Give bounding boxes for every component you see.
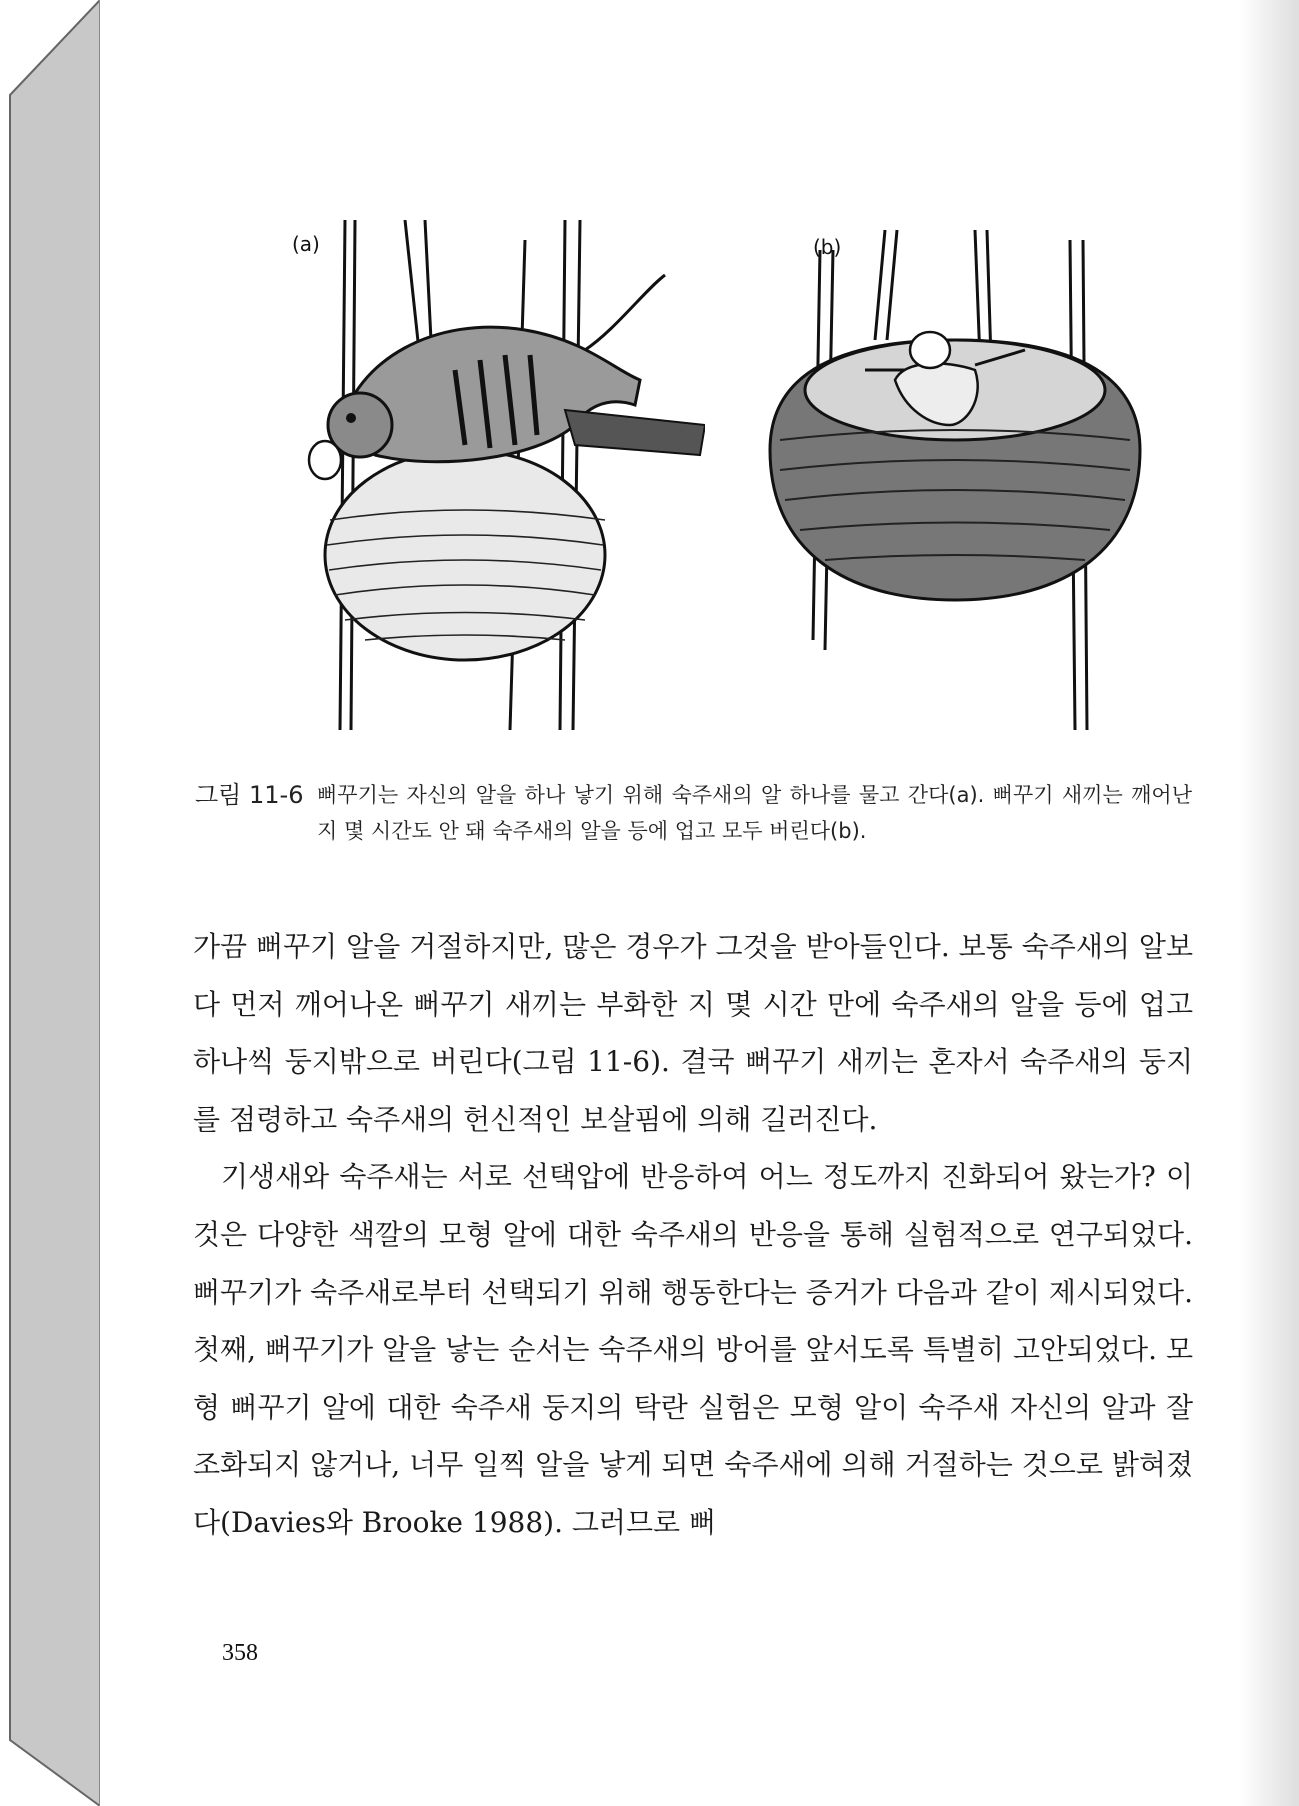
figure-11-6 <box>185 220 1195 730</box>
paragraph-2: 기생새와 숙주새는 서로 선택압에 반응하여 어느 정도까지 진화되어 왔는가? 이것은 다양한 색깔의 모형 알에 대한 숙주새의 반응을 통해 실험적으로 연구되었다. 뻐꾸기가 숙주새로부터 선택되기 위해 행동한다는 증거가 다음과 같이 제시되었다. 첫째, 뻐꾸기가 알을 낳는 순서는 숙주새의 방어를 앞서도록 특별히 고안되었다. 모형 뻐꾸기 알에 대한 숙주새 둥지의 탁란 실험은 모형 알이 숙주새 자신의 알과 잘 조화되지 않거나, 너무 일찍 알을 낳게 되면 숙주새에 의해 거절하는 것으로 밝혀졌다(Davies와 Brooke 1988). 그러므로 뻐 <box>193 1160 1193 1539</box>
body-text <box>193 918 1193 1552</box>
paragraph-1: 가끔 뻐꾸기 알을 거절하지만, 많은 경우가 그것을 받아들인다. 보통 숙주새의 알보다 먼저 깨어나온 뻐꾸기 새끼는 부화한 지 몇 시간 만에 숙주새의 알을 등에 업고 하나씩 둥지밖으로 버린다(그림 11-6). 결국 뻐꾸기 새끼는 혼자서 숙주새의 둥지를 점령하고 숙주새의 헌신적인 보살핌에 의해 길러진다. <box>193 930 1193 1136</box>
page-edge-shadow <box>1239 0 1299 1806</box>
illustration-cuckoo-on-nest <box>285 220 705 730</box>
panel-a-label: (a) <box>292 232 320 256</box>
caption-text: 뻐꾸기는 자신의 알을 하나 낳기 위해 숙주새의 알 하나를 물고 간다(a). 뻐꾸기 새끼는 깨어난 지 몇 시간도 안 돼 숙주새의 알을 등에 업고 모두 버린다(b). <box>317 783 1192 843</box>
caption-label: 그림 11-6 <box>195 781 304 809</box>
page-number: 358 <box>222 1640 258 1666</box>
panel-b-label: (b) <box>813 235 842 259</box>
illustration-chick-ejecting-egg <box>745 220 1165 730</box>
